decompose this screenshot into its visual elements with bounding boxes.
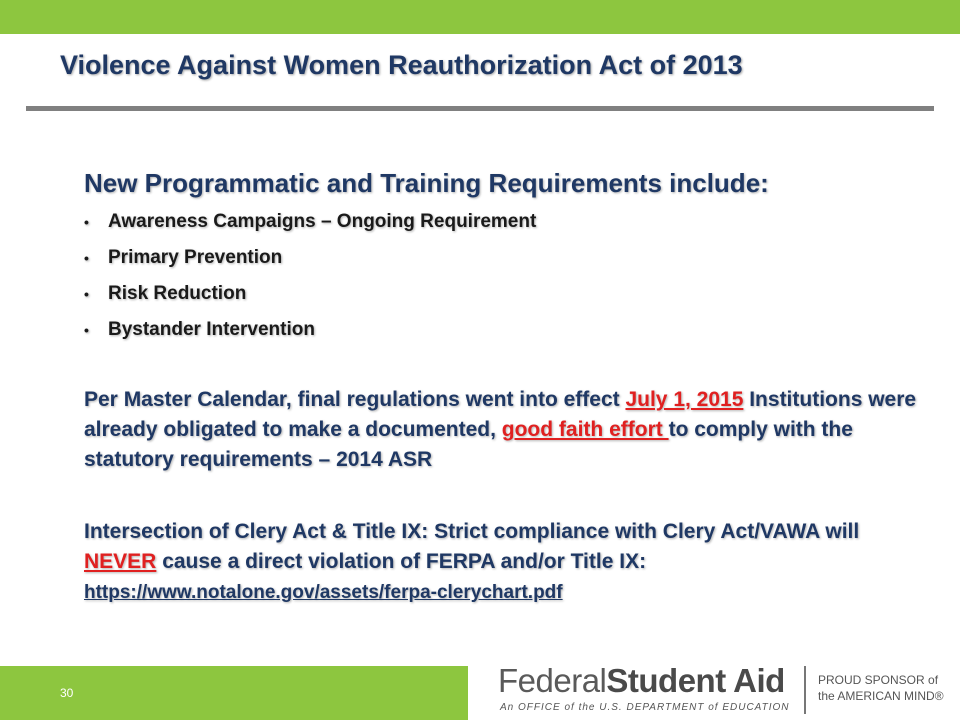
bullet-icon: • [84, 286, 89, 302]
requirements-list [84, 211, 924, 355]
logo-word-student-aid: Student Aid [606, 662, 785, 699]
sponsor-tagline: PROUD SPONSOR of the AMERICAN MIND® [818, 673, 944, 703]
bullet-icon: • [84, 214, 89, 230]
logo-divider [804, 666, 806, 714]
slide-number: 30 [60, 686, 74, 700]
bullet-icon: • [84, 250, 89, 266]
list-item: • Risk Reduction [84, 283, 247, 304]
list-item: • Bystander Intervention [84, 319, 315, 340]
good-faith-link[interactable]: good faith effort [501, 418, 669, 441]
never-link[interactable]: NEVER [84, 550, 157, 573]
list-item: • Awareness Campaigns – Ongoing Requirement [84, 211, 537, 232]
clery-title-ix-paragraph: Intersection of Clery Act & Title IX: Strict compliance with Clery Act/VAWA will NEVER cause a direct violation of FERPA and/or Title IX: https://www.notalone.gov/assets/ferpa-clerychart.pdf [84, 520, 860, 603]
bullet-icon: • [84, 322, 89, 338]
title-divider [26, 106, 934, 111]
regulations-paragraph: Per Master Calendar, final regulations went into effect July 1, 2015 Institutions were already obligated to make a documented, good faith effort to comply with the statutory requirements – 2014 ASR [84, 388, 917, 471]
logo-word-federal: Federal [498, 662, 607, 699]
ferpa-chart-link[interactable]: https://www.notalone.gov/assets/ferpa-clerychart.pdf [84, 582, 563, 603]
slide-content [84, 168, 924, 608]
federal-student-aid-logo [498, 662, 948, 718]
slide-title: Violence Against Women Reauthorization Act of 2013 [60, 50, 743, 80]
logo-subtitle: An OFFICE of the U.S. DEPARTMENT of EDUCATION [500, 702, 790, 713]
section-heading: New Programmatic and Training Requirements include: [84, 168, 769, 198]
list-item: • Primary Prevention [84, 247, 283, 268]
top-accent-bar [0, 0, 960, 34]
effective-date-link[interactable]: July 1, 2015 [625, 388, 744, 411]
